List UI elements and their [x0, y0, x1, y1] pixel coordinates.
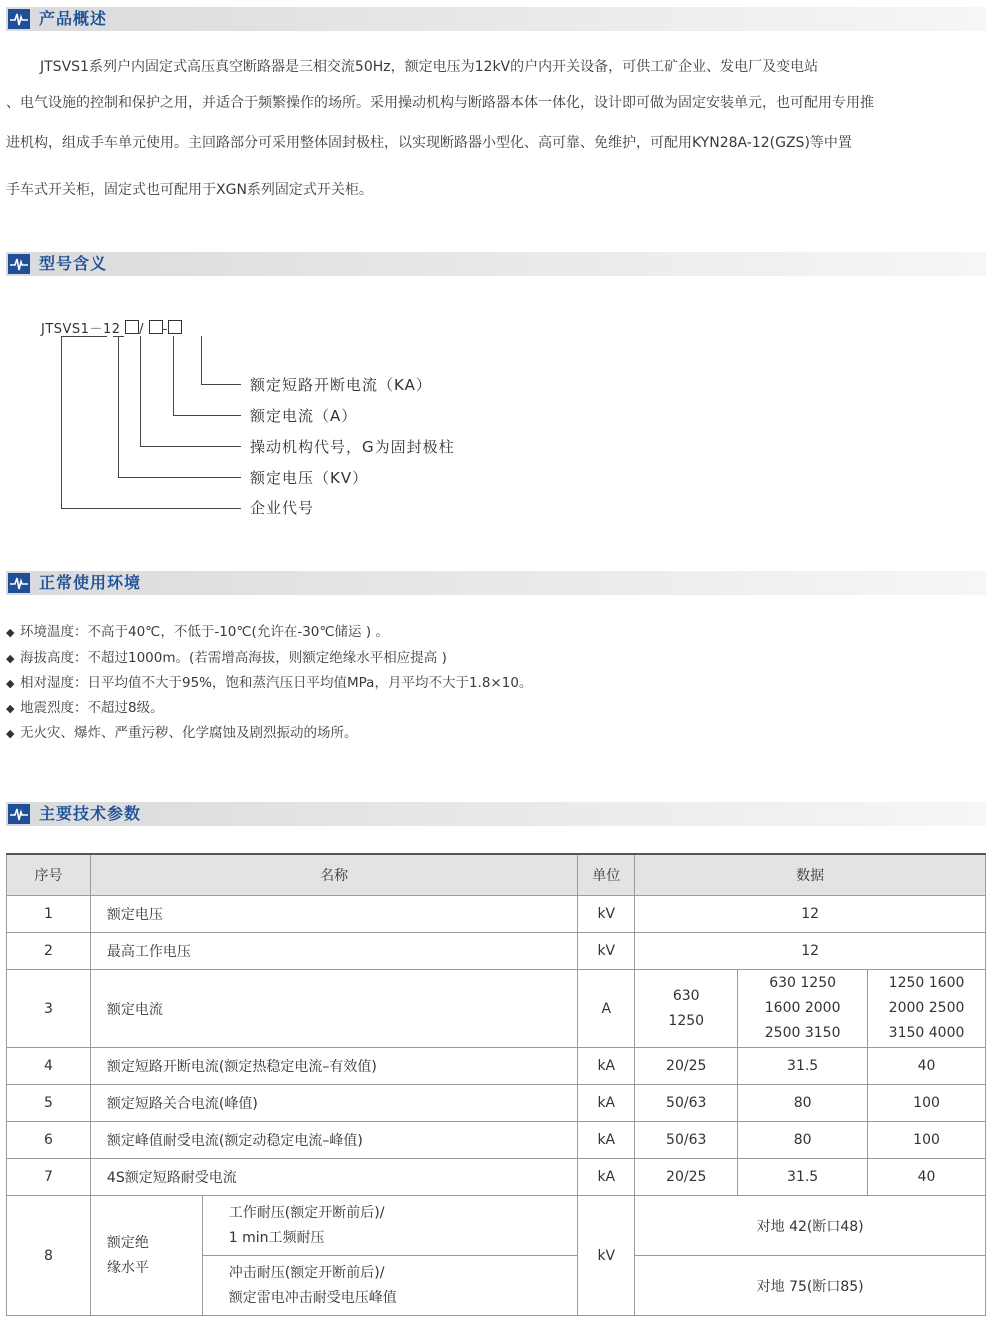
- model-dash: -: [162, 322, 168, 337]
- model-slash: /: [139, 322, 145, 337]
- table-row: 冲击耐压(额定开断前后)/ 额定雷电冲击耐受电压峰值 对地 75(断口85): [7, 1256, 986, 1316]
- table-cell: 冲击耐压(额定开断前后)/ 额定雷电冲击耐受电压峰值: [202, 1256, 578, 1316]
- table-row: 1 额定电压 kV 12: [7, 896, 986, 933]
- table-row: 8 额定绝 缘水平 工作耐压(额定开断前后)/ 1 min工频耐压 kV 对地 42(断口48): [7, 1196, 986, 1256]
- table-cell: 工作耐压(额定开断前后)/ 1 min工频耐压: [202, 1196, 578, 1256]
- column-header: 序号: [7, 854, 91, 896]
- table-row: 2 最高工作电压 kV 12: [7, 933, 986, 970]
- table-row: 4 额定短路开断电流(额定热稳定电流–有效值) kA 20/25 31.5 40: [7, 1048, 986, 1085]
- list-item: ◆ 无火灾、爆炸、严重污秽、化学腐蚀及剧烈振动的场所。: [6, 723, 358, 744]
- section-header-model: [6, 252, 986, 276]
- diamond-bullet-icon: ◆: [6, 652, 15, 665]
- paragraph-line: 、电气设施的控制和保护之用，并适合于频繁操作的场所。采用操动机构与断路器本体一体化，设计即可做为固定安装单元，也可配用专用推: [6, 95, 874, 111]
- legend-rated-current: 额定电流（A）: [250, 407, 358, 425]
- diamond-bullet-icon: ◆: [6, 677, 15, 690]
- diamond-bullet-icon: ◆: [6, 727, 15, 740]
- column-header: 数据: [635, 854, 986, 896]
- legend-breaking-current: 额定短路开断电流（KA）: [250, 376, 432, 394]
- section-header-environment: [6, 571, 986, 595]
- waveform-icon: [8, 254, 30, 274]
- paragraph-line: 手车式开关柜，固定式也可配用于XGN系列固定式开关柜。: [6, 182, 373, 198]
- legend-rated-voltage: 额定电压（KV）: [250, 469, 369, 487]
- legend-enterprise-code: 企业代号: [250, 499, 315, 517]
- placeholder-box: [125, 320, 139, 334]
- diamond-bullet-icon: ◆: [6, 702, 15, 715]
- section-header-overview: [6, 7, 986, 31]
- paragraph-line: JTSVS1系列户内固定式高压真空断路器是三相交流50Hz，额定电压为12kV的户内开关设备，可供工矿企业、发电厂及变电站: [40, 59, 819, 75]
- column-header: 单位: [578, 854, 635, 896]
- list-item: ◆ 环境温度：不高于40℃，不低于-10℃(允许在-30℃储运 ) 。: [6, 622, 389, 643]
- waveform-icon: [8, 804, 30, 824]
- table-cell: 1250 1600 2000 2500 3150 4000: [868, 970, 986, 1048]
- section-header-parameters: [6, 802, 986, 826]
- list-item: ◆ 海拔高度：不超过1000m。(若需增高海拔，则额定绝缘水平相应提高 ): [6, 648, 447, 669]
- list-item: ◆ 相对湿度：日平均值不大于95%，饱和蒸汽压日平均值MPa，月平均不大于1.8×10。: [6, 673, 532, 694]
- waveform-icon: [8, 9, 30, 29]
- table-header-row: [7, 854, 986, 896]
- table-row: 6 额定峰值耐受电流(额定动稳定电流–峰值) kA 50/63 80 100: [7, 1122, 986, 1159]
- legend-mechanism: 操动机构代号，G为固封极柱: [250, 438, 455, 456]
- placeholder-box: [149, 320, 163, 334]
- section-title: 主要技术参数: [39, 804, 142, 823]
- table-cell: 630 1250: [635, 970, 738, 1048]
- table-row: 5 额定短路关合电流(峰值) kA 50/63 80 100: [7, 1085, 986, 1122]
- placeholder-box: [168, 320, 182, 334]
- table-cell: 630 1250 1600 2000 2500 3150: [738, 970, 868, 1048]
- paragraph-line: 进机构，组成手车单元使用。主回路部分可采用整体固封极柱，以实现断路器小型化、高可靠、免维护，可配用KYN28A-12(GZS)等中置: [6, 135, 852, 151]
- parameter-table: [6, 853, 986, 1316]
- diamond-bullet-icon: ◆: [6, 626, 15, 639]
- table-row: 7 4S额定短路耐受电流 kA 20/25 31.5 40: [7, 1159, 986, 1196]
- waveform-icon: [8, 573, 30, 593]
- column-header: 名称: [90, 854, 577, 896]
- model-code: [41, 318, 182, 337]
- table-cell: 额定绝 缘水平: [90, 1196, 202, 1316]
- table-row: 3 额定电流 A 630 1250 630 1250 1600 2000 2500 3150 1250 1600 2000 2500 3150 4000: [7, 970, 986, 1048]
- section-title: 正常使用环境: [39, 573, 142, 592]
- section-title: 产品概述: [39, 9, 108, 28]
- section-title: 型号含义: [39, 254, 108, 273]
- model-prefix: JTSVS1－12: [41, 322, 121, 337]
- list-item: ◆ 地震烈度：不超过8级。: [6, 698, 164, 719]
